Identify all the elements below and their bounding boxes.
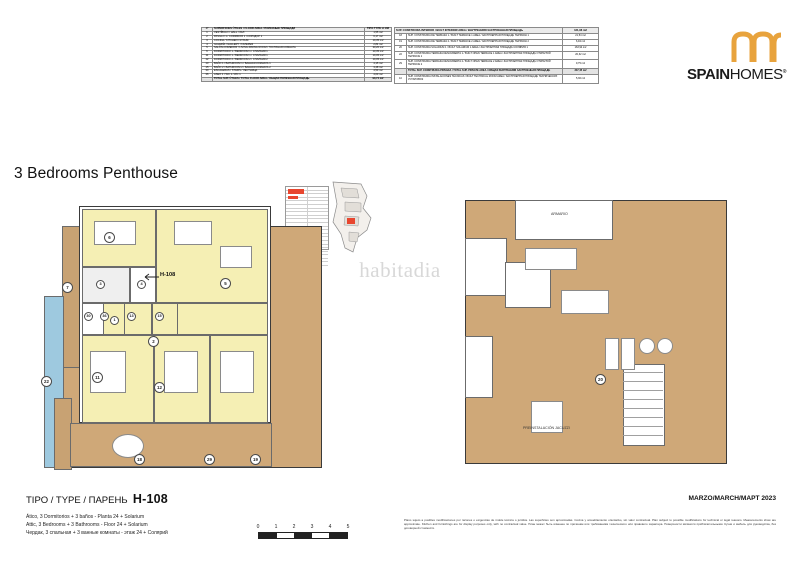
room-number-29: 29 bbox=[204, 454, 215, 465]
room-number-1: 1 bbox=[110, 316, 119, 325]
table-row: 36 ASEO 1 / WC 1 / WC 1 4,00 m2 bbox=[202, 74, 392, 78]
scale-tick-4: 4 bbox=[328, 524, 332, 530]
scale-tick-1: 1 bbox=[274, 524, 278, 530]
brand-name-bold: SPAIN bbox=[686, 66, 730, 83]
desc-en: Attic, 3 Bedrooms + 3 Bathrooms - Floor 24 + Solarium bbox=[26, 521, 148, 528]
room-number-11: 11 bbox=[92, 372, 103, 383]
scale-tick-0: 0 bbox=[256, 524, 260, 530]
table-row: 2 PASILLO 1 / CORRIDOR 1 / КОРИДОР 1 6,17 m2 bbox=[202, 35, 392, 39]
table-row: 15 BAÑO 2 / BATHROOM 2 / ВАННАЯ КОМНАТА 2 3,48 m2 bbox=[202, 66, 392, 70]
table-row: 3 COCINA / KITCHEN / КУХНЯ 10,35 m2 bbox=[202, 39, 392, 43]
table-row: 6 DORMITORIO 1 / BEDROOM 1 / СПАЛЬНЯ 1 13,35 m2 bbox=[202, 51, 392, 55]
table-row: 12 DORMITORIO 2 / BEDROOM 2 / СПАЛЬНЯ 2 10,05 m2 bbox=[202, 58, 392, 62]
closet-label: ARMARIO bbox=[551, 212, 568, 216]
room-number-12: 12 bbox=[154, 382, 165, 393]
scale-tick-2: 2 bbox=[292, 524, 296, 530]
brand-wordmark bbox=[687, 66, 786, 83]
scale-tick-5: 5 bbox=[346, 524, 350, 530]
type-code: H-108 bbox=[132, 492, 168, 506]
table-left-header-type: TIPO TYPE H 108 bbox=[365, 28, 392, 32]
table-row: 29 SUP. CONSTRUIDA TERRAZA DESCUBIERTA 2 / BUILT OPEN TERRACE 2 AREA / ЗАСТРОЕННАЯ ПЛОЩАДЬ ОТКРЫТОЙ ТЕРРАСЫ 2 9,75 m2 bbox=[395, 60, 599, 69]
scale-bar-graphic bbox=[258, 532, 348, 539]
jacuzzi-label: PREINSTALACIÓN JACUZZI bbox=[523, 426, 570, 430]
table-row: 5 SALÓN-COMEDOR / LIVING-DINING ROOM / ГОСТИНАЯ КОМНАТА 30,20 m2 bbox=[202, 47, 392, 51]
floor-area-table bbox=[201, 27, 392, 82]
table-row: 18 SUP. CONSTRUIDA DE TERRAZA 1 / BUILT TERRACE 1 AREA / ЗАСТРОЕННАЯ ПЛОЩАДЬ ТЕРРАСЫ 1 21,54 m2 bbox=[395, 34, 599, 40]
table-row: 11 DORMITORIO 1 / BEDROOM 1 / СПАЛЬНЯ 1 10,05 m2 bbox=[202, 55, 392, 59]
scale-tick-3: 3 bbox=[310, 524, 314, 530]
type-description bbox=[26, 514, 168, 537]
brand-trademark: ® bbox=[782, 69, 786, 75]
table-row: 1 VESTÍBULO / HALL / ЗАЛ 1,55 m2 bbox=[202, 31, 392, 35]
table-row: 19 SUP. CONSTRUIDA DE TERRAZA 2 / BUILT TERRACE 2 AREA / ЗАСТРОЕННАЯ ПЛОЩАДЬ ТЕРРАСЫ 2 6,94 m2 bbox=[395, 39, 599, 45]
brand-logo bbox=[687, 28, 786, 83]
type-line bbox=[26, 492, 168, 506]
built-area-header-label: SUP. CONSTRUIDA INTERIOR / BUILT INTERIOR AREA / ВНУТРЕННЯЯ ЗАСТРОЕННАЯ ПЛОЩАДЬ bbox=[395, 28, 563, 34]
legal-disclaimer: Plano sujeto a posibles modificaciones por razones o exigencias de índole técnica o jurídica. Las superficies son aproximadas. Cocina y amueblamiento orientativo, sin valor contractual. Plan subject to possible modifications for technical or legal reasons. Measurements show are approximate. Kitchen and furnishings are for display purposes only, with no contractual value. План может быть изменен по причинам или требованиям технического или правового характера. Поверхности являются приблизительными. Кухня и мебель для руководства, без договорной стоимости. bbox=[404, 518, 776, 530]
room-number-5: 5 bbox=[220, 278, 231, 289]
room-number-19: 19 bbox=[250, 454, 261, 465]
table-row: 30 ESCALERAS / STAIRS / ЛЕСТНИЦА 4,50 m2 bbox=[202, 70, 392, 74]
room-number-20: 20 bbox=[595, 374, 606, 385]
floor-plan-level-24 bbox=[24, 186, 369, 491]
desc-es: Ático, 3 Dormitorios + 3 baños - Planta 24 + Solarium bbox=[26, 514, 145, 520]
watermark: habitadia bbox=[359, 258, 441, 282]
table-row: 20 SUP. CONSTRUIDA SOLARIUM 1 / BUILT SOLARIUM 1 AREA / ЗАСТРОЕННАЯ ПЛОЩАДЬ СОЛЯРИЯ 1 163,94 m2 bbox=[395, 45, 599, 51]
built-area-total-row: TOTAL SUP. CONSTRUIDA PRIVADA / TOTAL SUP. PRIVATE AREA / ОБЩАЯ ВНУТРЕННЯЯ ЗАСТРОЕННАЯ ПЛОЩАДЬ 347,45 m2 bbox=[395, 69, 599, 75]
built-area-header-value: 121,96 m2 bbox=[563, 28, 599, 34]
room-number-4: 4 bbox=[137, 280, 146, 289]
table-left-header-num: nº bbox=[202, 28, 213, 32]
arrow-icon bbox=[142, 272, 160, 282]
room-number-30: 30 bbox=[84, 312, 93, 321]
room-number-13: 13 bbox=[127, 312, 136, 321]
floor-plan-solarium bbox=[455, 186, 770, 491]
room-number-36: 36 bbox=[100, 312, 109, 321]
desc-ru: Чердак, 3 спальная + 3 ванные комнаты - этаж 24 + Солярий bbox=[26, 529, 168, 536]
type-label: TIPO / TYPE / ПАРЕНЬ bbox=[26, 495, 128, 506]
table-row: 10 SUP. CONSTRUIDA INSTALACIONES TÉCNICAS / BUILT TECHNICAL ROOM AREA / ЗАСТРОЕННАЯ ПЛОЩАДЬ ТЕХНИЧЕСКИХ УСТАНОВОК 5,36 m2 bbox=[395, 75, 599, 84]
plan-unit-tag: H-108 bbox=[160, 272, 176, 278]
table-left-header-name: SUPERFICIES ÚTILES / FLOOR AREA / ПОЛЕЗНЫЕ ПЛОЩАДИ bbox=[213, 28, 365, 32]
scale-bar bbox=[258, 524, 348, 539]
room-number-15: 15 bbox=[155, 312, 164, 321]
plan-date: MARZO/MARCH/МАРТ 2023 bbox=[688, 495, 776, 502]
table-row: 13 BAÑO 1 / BATHROOM 1 / ВАННАЯ КОМНАТА 1 4,15 m2 bbox=[202, 62, 392, 66]
room-number-3: 3 bbox=[96, 280, 105, 289]
table-row: 22 SUP. CONSTRUIDA TERRAZA DESCUBIERTA 1 / BUILT OPEN TERRACE 1 AREA / ЗАСТРОЕННАЯ ПЛОЩАДЬ ОТКРЫТОЙ ТЕРРАСЫ 1 20,32 m2 bbox=[395, 51, 599, 60]
table-left-total-row: TOTAL SUP. ÚTILES / TOTAL FLOOR AREA / ОБЩАЯ ПОЛЕЗНАЯ ПЛОЩАДЬ 90,74 m2 bbox=[202, 78, 392, 82]
room-number-2: 2 bbox=[148, 336, 159, 347]
page-title: 3 Bedrooms Penthouse bbox=[14, 165, 178, 182]
table-row: 4 GALERÍA / GALLERY / ГАЛЕРЕЯ 2,84 m2 bbox=[202, 43, 392, 47]
room-number-22: 22 bbox=[41, 376, 52, 387]
spainhomes-mark-icon bbox=[730, 28, 786, 64]
built-area-table bbox=[394, 27, 599, 84]
room-number-18: 18 bbox=[134, 454, 145, 465]
room-number-6: 6 bbox=[104, 232, 115, 243]
brand-name-thin: HOMES bbox=[729, 66, 783, 83]
room-number-7: 7 bbox=[62, 282, 73, 293]
